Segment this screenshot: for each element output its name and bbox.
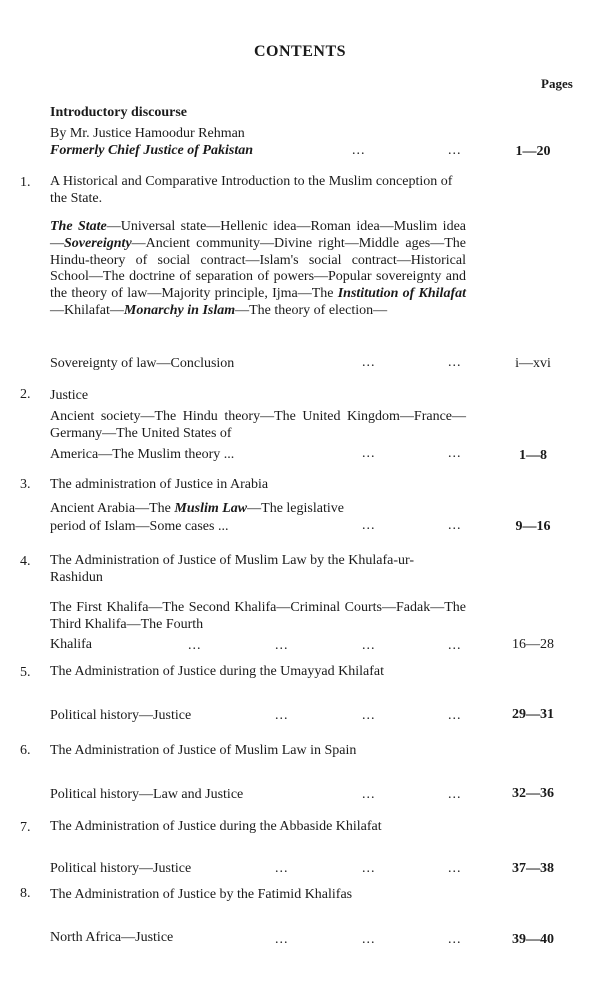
entry-number: 4. [20,554,31,569]
entry-last-line: Sovereignty of law—Conclusion [50,356,235,371]
intro-author: By Mr. Justice Hamoodur Rehman [50,126,245,141]
entry-pages: 1—8 [519,448,547,463]
leader-dots: ... [448,932,462,947]
entry-last-line: Political history—Justice [50,861,192,876]
leader-dots: ... [352,143,366,158]
entry-description: Ancient Arabia—The Muslim Law—The legislative [50,501,344,516]
entry-heading: The Administration of Justice during the Abbaside Khilafat [50,819,382,834]
entry-heading: Justice [50,388,89,403]
entry-last-line: North Africa—Justice [50,930,174,945]
leader-dots: ... [362,518,376,533]
leader-dots: ... [448,518,462,533]
leader-dots: ... [362,861,376,876]
entry-pages: 16—28 [512,637,554,652]
entry-pages: 32—36 [512,786,554,801]
entry-pages: 39—40 [512,932,554,947]
leader-dots: ... [362,446,376,461]
leader-dots: ... [362,787,376,802]
entry-last-line: period of Islam—Some cases ... [50,519,229,534]
entry-pages: 9—16 [515,519,551,534]
intro-heading: Introductory discourse [50,105,188,120]
entry-heading: A Historical and Comparative Introduction to the Muslim conception of the State. [50,174,453,206]
intro-pages: 1—20 [515,144,551,159]
entry-pages: i—xvi [515,356,551,371]
pages-column-label: Pages [541,76,573,91]
leader-dots: ... [448,446,462,461]
entry-heading: The Administration of Justice of Muslim Law by the Khulafa-ur-Rashidun [50,553,415,585]
entry-last-line: Political history—Law and Justice [50,787,244,802]
entry-description: The First Khalifa—The Second Khalifa—Criminal Courts—Fadak—The Third Khalifa—The Fourth [50,600,466,632]
entry-heading: The administration of Justice in Arabia [50,477,269,492]
leader-dots: ... [362,932,376,947]
entry-description: Ancient society—The Hindu theory—The United Kingdom—France—Germany—The United States of [50,409,466,441]
entry-number: 6. [20,743,31,758]
leader-dots: ... [362,355,376,370]
entry-last-line: Khalifa [50,637,92,652]
entry-number: 3. [20,477,31,492]
entry-heading: The Administration of Justice of Muslim Law in Spain [50,743,357,758]
entry-heading: The Administration of Justice during the Umayyad Khilafat [50,664,384,679]
leader-dots: ... [448,708,462,723]
leader-dots: ... [448,861,462,876]
entry-last-line: America—The Muslim theory ... [50,447,235,462]
page-title: CONTENTS [253,43,347,60]
intro-position: Formerly Chief Justice of Pakistan [50,143,253,158]
leader-dots: ... [362,708,376,723]
leader-dots: ... [448,143,462,158]
entry-number: 2. [20,387,31,402]
entry-number: 5. [20,665,31,680]
entry-number: 1. [20,175,31,190]
leader-dots: ... [188,638,202,653]
leader-dots: ... [448,355,462,370]
leader-dots: ... [275,932,289,947]
entry-description: The State—Universal state—Hellenic idea—Roman idea—Muslim idea—Sovereignty—Ancient community—Divine right—Middle ages—The Hindu-theory of social contract—Islam's social contract—Historical School—The doctrine of separation of powers—Popular sovereignty and the theory of law—Majority principle, Ijma—The Institution of Khilafat—Khilafat—Monarchy in Islam—The theory of election— [50,219,466,318]
entry-pages: 37—38 [512,861,554,876]
leader-dots: ... [275,861,289,876]
entry-pages: 29—31 [512,707,554,722]
entry-last-line: Political history—Justice [50,708,192,723]
entry-heading: The Administration of Justice by the Fatimid Khalifas [50,887,353,902]
leader-dots: ... [362,638,376,653]
entry-number: 7. [20,820,31,835]
leader-dots: ... [275,638,289,653]
leader-dots: ... [448,638,462,653]
entry-number: 8. [20,886,31,901]
leader-dots: ... [448,787,462,802]
leader-dots: ... [275,708,289,723]
